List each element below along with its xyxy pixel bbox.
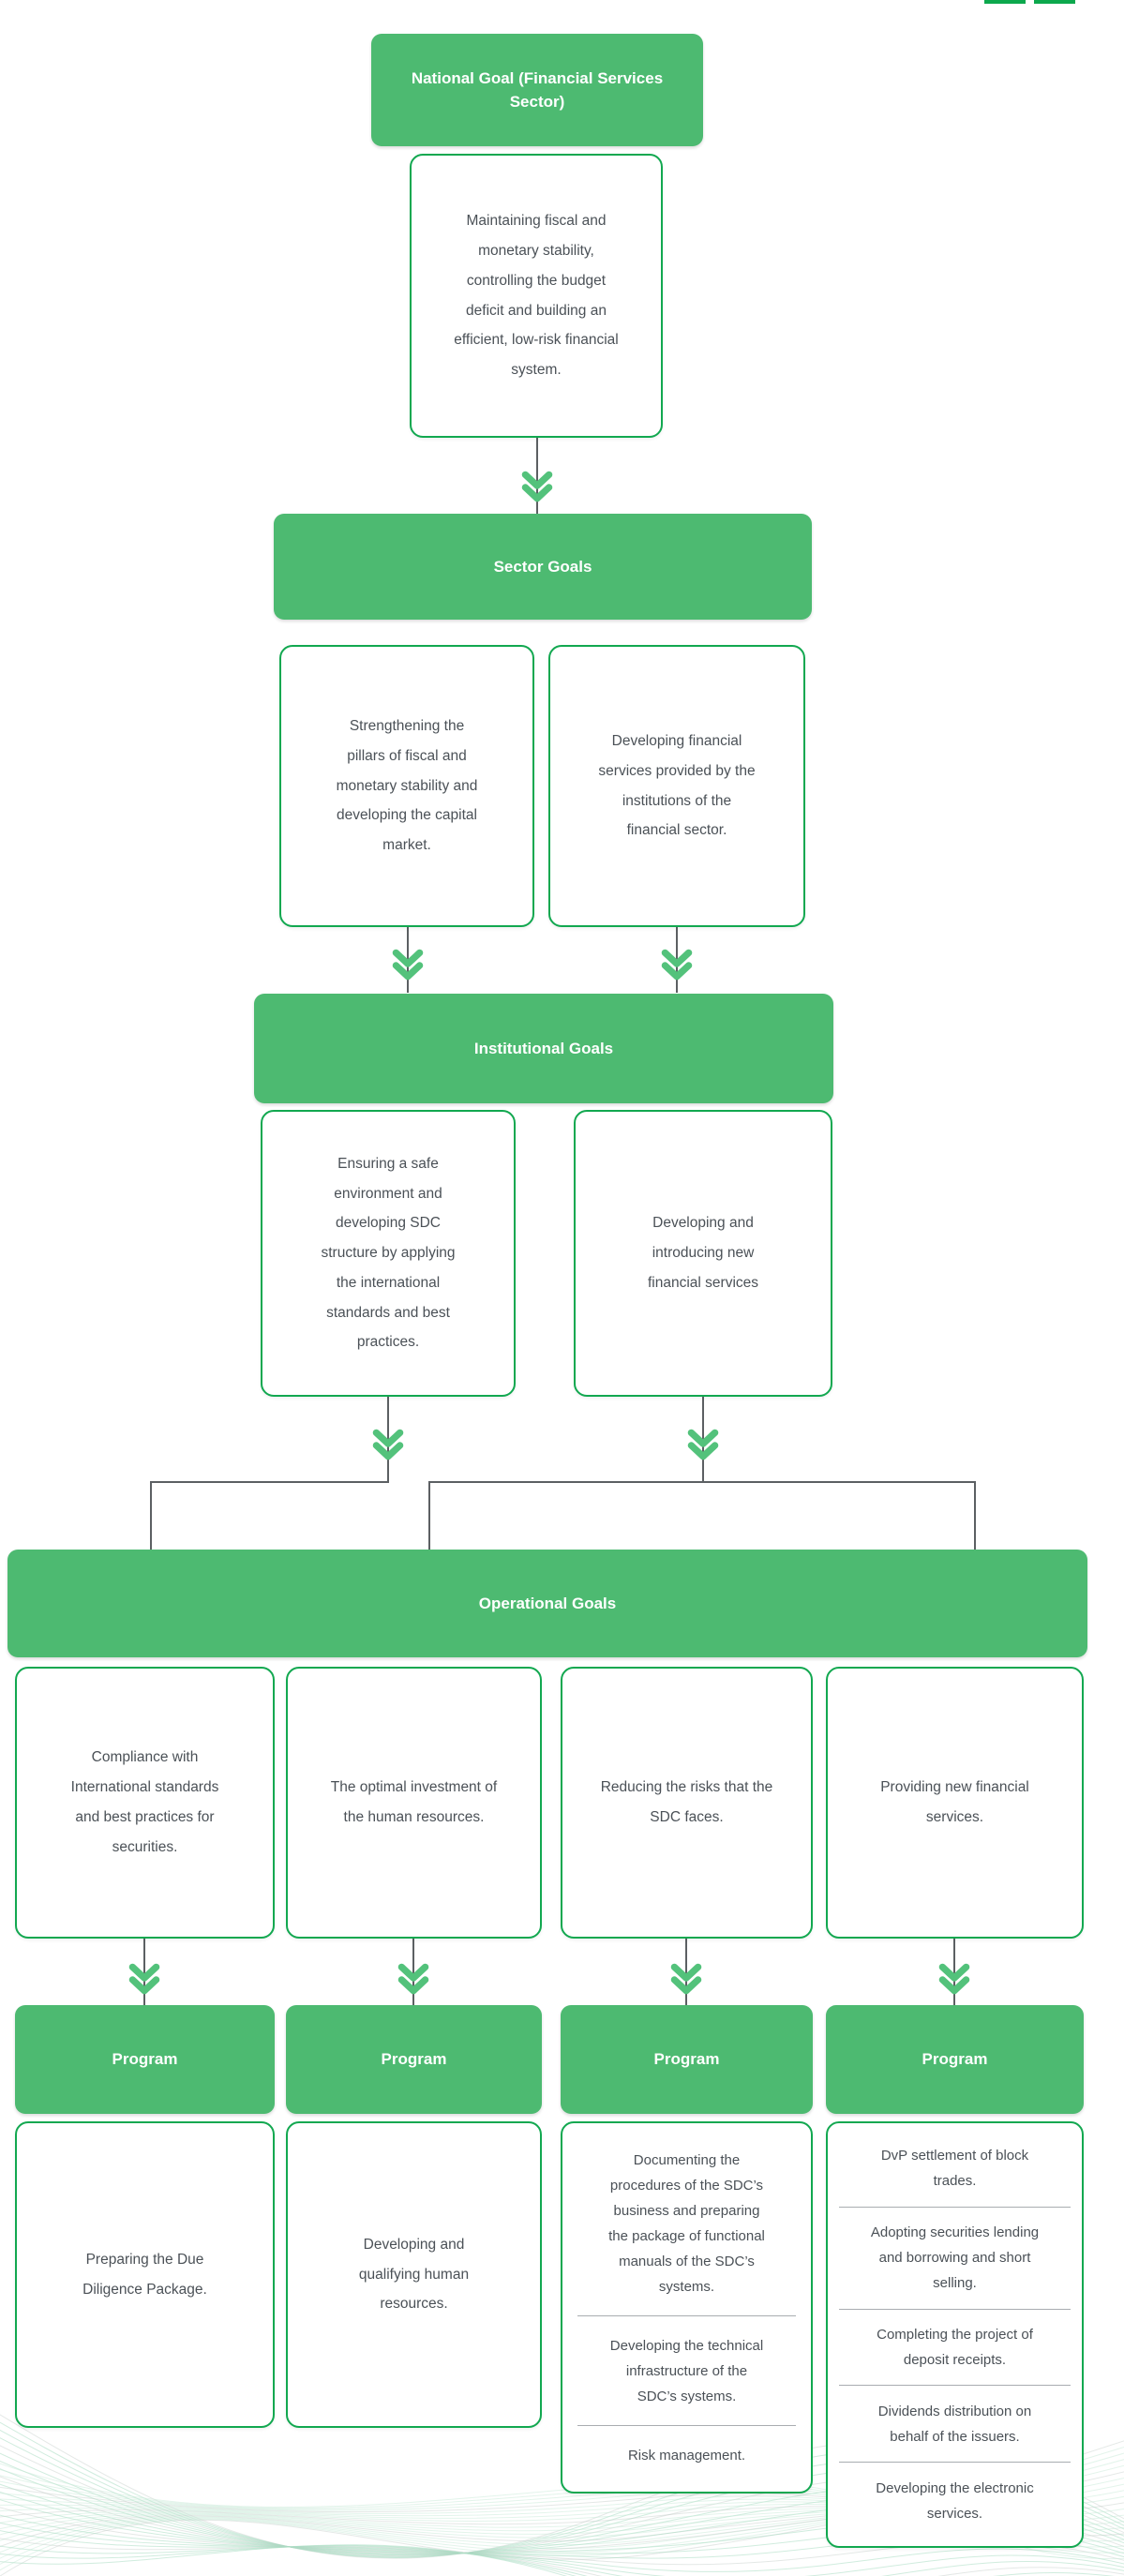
- connector-line: [150, 1481, 152, 1550]
- double-chevron-down-icon: [127, 1961, 162, 1997]
- double-chevron-down-icon: [396, 1961, 431, 1997]
- double-chevron-down-icon: [685, 1427, 721, 1462]
- connector-line: [428, 1481, 430, 1550]
- program-header: Program: [15, 2005, 275, 2114]
- program-item: DvP settlement of block trades.: [880, 2148, 1029, 2190]
- sector-goal-item: Strengthening the pillars of fiscal and monetary stability and developing the capital market.: [279, 645, 534, 927]
- institutional-goals-header: Institutional Goals: [254, 994, 833, 1103]
- item-divider: [839, 2385, 1071, 2386]
- item-divider: [839, 2207, 1071, 2208]
- operational-goals-header: Operational Goals: [7, 1550, 1087, 1657]
- connector-line: [974, 1481, 976, 1550]
- program-item: Documenting the procedures of the SDC’s business and preparing the package of functional manuals of the SDC’s systems.: [608, 2151, 765, 2295]
- double-chevron-down-icon: [390, 947, 426, 982]
- top-right-accent-bar-2: [1034, 0, 1075, 4]
- double-chevron-down-icon: [937, 1961, 972, 1997]
- program-item-list: [826, 2121, 1084, 2548]
- program-header: Program: [826, 2005, 1084, 2114]
- institutional-goal-item: Ensuring a safe environment and developing SDC structure by applying the international standards and best practices.: [261, 1110, 516, 1397]
- item-divider: [577, 2315, 796, 2316]
- program-header: Program: [561, 2005, 813, 2114]
- double-chevron-down-icon: [519, 469, 555, 504]
- sector-goal-item: Developing financial services provided by the institutions of the financial sector.: [548, 645, 805, 927]
- national-goal-item: Maintaining fiscal and monetary stability, controlling the budget deficit and building an efficient, low-risk financial system.: [410, 154, 663, 438]
- program-item-list: [561, 2121, 813, 2494]
- program-item: Developing the technical infrastructure of the SDC’s systems.: [609, 2337, 764, 2404]
- program-item: Developing the electronic services.: [876, 2479, 1034, 2522]
- item-divider: [839, 2309, 1071, 2310]
- operational-goal-item: Compliance with International standards and best practices for securities.: [15, 1667, 275, 1939]
- double-chevron-down-icon: [668, 1961, 704, 1997]
- item-divider: [577, 2425, 796, 2426]
- national-goal-header: National Goal (Financial Services Sector): [371, 34, 703, 146]
- program-item: Developing and qualifying human resources.: [286, 2121, 542, 2428]
- program-item: Adopting securities lending and borrowing and short selling.: [870, 2224, 1040, 2292]
- connector-line: [150, 1481, 389, 1483]
- double-chevron-down-icon: [659, 947, 695, 982]
- program-header: Program: [286, 2005, 542, 2114]
- program-item: Preparing the Due Diligence Package.: [15, 2121, 275, 2428]
- top-right-accent-bar-1: [984, 0, 1026, 4]
- sector-goals-header: Sector Goals: [274, 514, 812, 620]
- operational-goal-item: Reducing the risks that the SDC faces.: [561, 1667, 813, 1939]
- program-item: Dividends distribution on behalf of the issuers.: [877, 2403, 1032, 2445]
- institutional-goal-item: Developing and introducing new financial services: [574, 1110, 832, 1397]
- operational-goal-item: Providing new financial services.: [826, 1667, 1084, 1939]
- program-item: Completing the project of deposit receipts.: [877, 2326, 1033, 2368]
- operational-goal-item: The optimal investment of the human resources.: [286, 1667, 542, 1939]
- double-chevron-down-icon: [370, 1427, 406, 1462]
- connector-line: [428, 1481, 976, 1483]
- item-divider: [839, 2462, 1071, 2463]
- program-item: Risk management.: [627, 2447, 746, 2464]
